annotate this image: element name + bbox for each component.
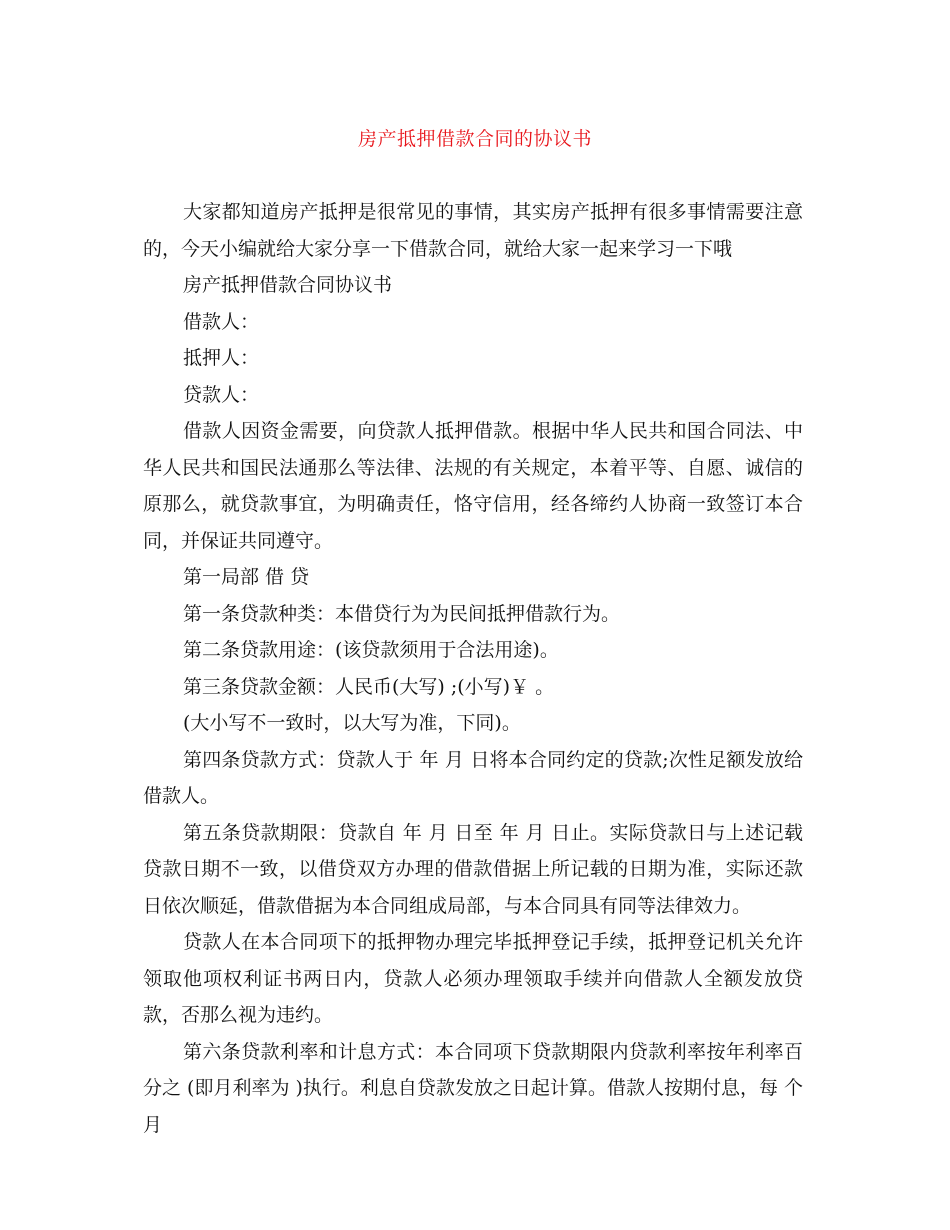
article-6: 第六条贷款利率和计息方式：本合同项下贷款期限内贷款利率按年利率百分之 (即月利率为 )执行。利息自贷款发放之日起计算。借款人按期付息，每 个月 [143, 1040, 803, 1136]
article-2: 第二条贷款用途：(该贷款须用于合法用途)。 [183, 639, 559, 661]
part-one-heading: 第一局部 借 贷 [183, 566, 310, 588]
lender-line: 贷款人： [183, 383, 260, 406]
article-3-note: (大小写不一致时，以大写为准，下同)。 [183, 712, 521, 734]
article-5-clause: 贷款人在本合同项下的抵押物办理完毕抵押登记手续，抵押登记机关允许领取他项权利证书两日内，贷款人必须办理领取手续并向借款人全额发放贷款，否那么视为违约。 [143, 931, 803, 1026]
mortgagor-line: 抵押人： [183, 347, 260, 369]
article-1: 第一条贷款种类：本借贷行为为民间抵押借款行为。 [183, 602, 621, 625]
article-4: 第四条贷款方式：贷款人于 年 月 日将本合同约定的贷款;次性足额发放给借款人。 [143, 748, 803, 807]
borrower-line: 借款人： [183, 310, 260, 333]
article-5: 第五条贷款期限：贷款自 年 月 日至 年 月 日止。实际贷款日与上述记载贷款日期不一致，以借贷双方办理的借款借据上所记载的日期为准，实际还款日依次顺延，借款借据为本合同组成局部，与本合同具有同等法律效力。 [143, 821, 803, 917]
document-title: 房产抵押借款合同的协议书 [357, 128, 592, 150]
agreement-heading: 房产抵押借款合同协议书 [183, 274, 393, 296]
preamble-paragraph: 借款人因资金需要，向贷款人抵押借款。根据中华人民共和国合同法、中华人民共和国民法通那么等法律、法规的有关规定，本着平等、自愿、诚信的原那么，就贷款事宜，为明确责任，恪守信用，经各缔约人协商一致签订本合同，并保证共同遵守。 [143, 420, 803, 552]
document-body [143, 194, 803, 1143]
article-3: 第三条贷款金额：人民币(大写) ;(小写)￥ 。 [183, 675, 555, 698]
intro-paragraph: 大家都知道房产抵押是很常见的事情，其实房产抵押有很多事情需要注意的，今天小编就给大家分享一下借款合同，就给大家一起来学习一下哦 [143, 201, 803, 260]
